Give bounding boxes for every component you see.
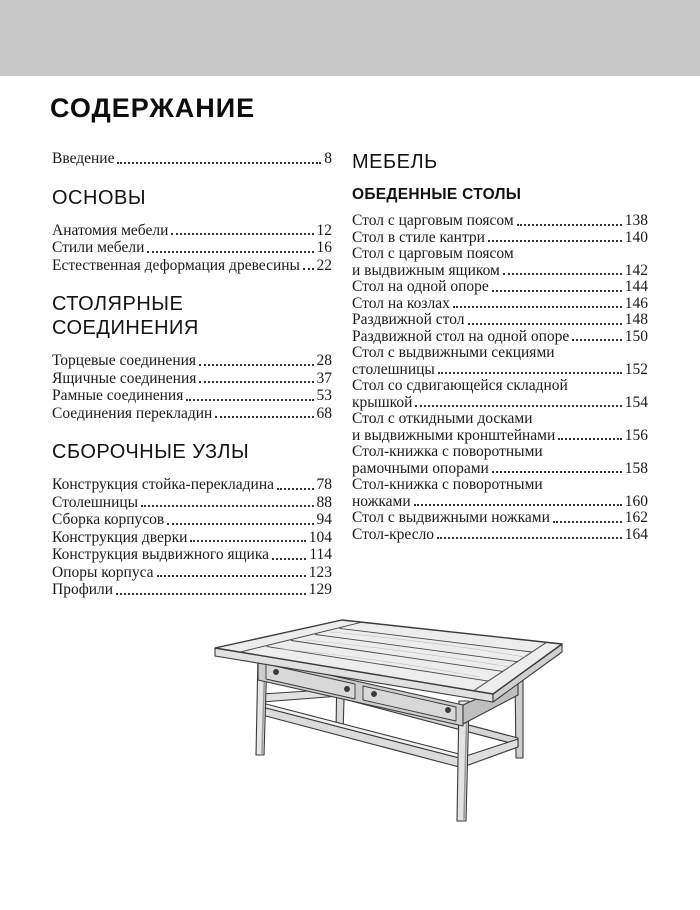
toc-row [52, 476, 332, 494]
toc-entry [352, 510, 648, 527]
toc-entry [52, 581, 332, 599]
toc-entry-label: Конструкция выдвижного ящика [52, 546, 269, 563]
toc-entry-page: 156 [624, 426, 648, 444]
dotted-leader [199, 381, 313, 383]
toc-row [352, 312, 648, 329]
toc-entry-page: 28 [316, 352, 332, 369]
toc-entry-label: Конструкция дверки [52, 528, 188, 546]
dotted-leader [157, 575, 306, 577]
toc-entry-label: и выдвижным ящиком [352, 261, 500, 279]
section-entries-basics [52, 222, 332, 275]
toc-entry-page: 150 [624, 327, 648, 345]
toc-entry [52, 494, 332, 512]
toc-row [52, 239, 332, 257]
toc-entry-page: 162 [624, 509, 648, 526]
toc-entry-label: Введение [52, 150, 115, 167]
toc-entry-page: 129 [308, 581, 332, 598]
dotted-leader [453, 306, 622, 308]
section-heading-basics: ОСНОВЫ [52, 186, 147, 209]
toc-entry-label: Сборка корпусов [52, 511, 165, 528]
dotted-leader [572, 339, 622, 341]
dotted-leader [492, 471, 622, 473]
toc-entry-wrap-line: Стол-книжка с поворотными [352, 476, 543, 493]
toc-entry [52, 476, 332, 494]
toc-entry [352, 279, 648, 296]
section-entries-assemblies [52, 476, 332, 599]
toc-entry-wrap-line: Стол с царговым поясом [352, 245, 514, 262]
toc-entry-page: 140 [624, 228, 648, 246]
dotted-leader [558, 438, 621, 440]
dotted-leader [415, 405, 621, 407]
toc-entry-page: 146 [624, 294, 648, 312]
page-title: СОДЕРЖАНИЕ [50, 93, 256, 123]
toc-row [52, 511, 332, 529]
dotted-leader [303, 268, 314, 270]
toc-row [52, 222, 332, 240]
toc-entry [352, 230, 648, 247]
toc-entry [52, 370, 332, 388]
toc-entry-label: Стол с выдвижными ножками [352, 509, 550, 526]
toc-entry-label: Рамные соединения [52, 387, 184, 404]
dotted-leader [503, 273, 622, 275]
dotted-leader [190, 540, 305, 542]
toc-row [352, 329, 648, 346]
toc-entry-label: Стол на козлах [352, 294, 450, 312]
toc-row [352, 362, 648, 379]
dotted-leader [215, 416, 313, 418]
toc-row [352, 428, 648, 445]
toc-row [352, 230, 648, 247]
toc-entry-page: 37 [316, 369, 332, 387]
toc-column-right [352, 150, 648, 543]
dotted-leader [492, 290, 622, 292]
toc-entry-label: Раздвижной стол на одной опоре [352, 327, 570, 345]
toc-entry [352, 477, 648, 510]
toc-row [52, 546, 332, 564]
section-heading-assemblies: СБОРОЧНЫЕ УЗЛЫ [52, 441, 250, 463]
toc-entry-label: рамочными опорами [352, 459, 489, 477]
toc-entry-wrap-line: Стол-книжка с поворотными [352, 443, 543, 460]
toc-entry-page: 114 [309, 546, 332, 563]
toc-entry-page: 138 [624, 212, 648, 229]
toc-row [52, 529, 332, 547]
toc-entry-label: Стили мебели [52, 239, 145, 256]
toc-row [352, 263, 648, 280]
dining-table-illustration [150, 597, 570, 837]
toc-entry-page: 88 [316, 493, 332, 511]
toc-entry [352, 329, 648, 346]
toc-entry [52, 352, 332, 370]
toc-entry [52, 511, 332, 529]
toc-entry-label: Столешницы [52, 493, 139, 511]
toc-entry [352, 246, 648, 279]
toc-row [352, 527, 648, 544]
toc-entry-page: 68 [316, 404, 332, 422]
toc-entry [52, 257, 332, 275]
toc-entry-label: Анатомия мебели [52, 221, 169, 239]
toc-row [52, 405, 332, 423]
toc-row [352, 510, 648, 527]
toc-entry-label: Стол с царговым поясом [352, 212, 514, 229]
section-entries-dining-tables [352, 213, 648, 543]
toc-entry [352, 345, 648, 378]
toc-entry [52, 239, 332, 257]
dotted-leader [488, 240, 622, 242]
toc-entry-wrap-line: Стол с откидными досками [352, 410, 533, 427]
toc-entry-label: Раздвижной стол [352, 311, 465, 328]
toc-entry-page: 8 [324, 150, 332, 167]
dotted-leader [553, 521, 622, 523]
toc-entry-label: Профили [52, 581, 114, 598]
toc-entry [52, 405, 332, 423]
toc-row [52, 150, 332, 168]
toc-entry-page: 12 [316, 221, 332, 239]
toc-entry-label: Опоры корпуса [52, 563, 154, 581]
dotted-leader [438, 372, 622, 374]
toc-entry-page: 158 [624, 459, 648, 477]
toc-entry-label: Конструкция стойка-перекладина [52, 476, 275, 493]
toc-entry-page: 160 [624, 492, 648, 510]
toc-intro-entry [52, 150, 332, 168]
dotted-leader [147, 251, 313, 253]
header-band [0, 0, 700, 76]
toc-entry-page: 142 [624, 261, 648, 279]
toc-row [52, 257, 332, 275]
dotted-leader [468, 323, 622, 325]
dotted-leader [199, 364, 313, 366]
toc-entry-page: 164 [624, 525, 648, 543]
toc-entry-page: 22 [316, 256, 332, 274]
toc-entry [52, 546, 332, 564]
toc-entry [52, 529, 332, 547]
toc-entry-label: Естественная деформация древесины [52, 256, 300, 274]
dotted-leader [437, 537, 622, 539]
toc-column-left [52, 150, 332, 599]
section-entries-joinery [52, 352, 332, 422]
dotted-leader [141, 505, 313, 507]
toc-entry [52, 564, 332, 582]
dotted-leader [517, 224, 622, 226]
toc-row [52, 370, 332, 388]
toc-row [52, 494, 332, 512]
toc-row [52, 387, 332, 405]
dotted-leader [186, 399, 313, 401]
toc-entry-wrap-line: Стол с выдвижными секциями [352, 344, 555, 361]
toc-entry-page: 154 [624, 393, 648, 411]
dotted-leader [171, 233, 313, 235]
toc-entry-label: Стол-кресло [352, 525, 435, 543]
toc-row [52, 352, 332, 370]
toc-row [352, 296, 648, 313]
toc-entry-label: и выдвижными кронштейнами [352, 426, 556, 444]
subsection-heading-dining-tables: ОБЕДЕННЫЕ СТОЛЫ [352, 186, 522, 203]
toc-entry [352, 296, 648, 313]
section-heading-joinery: СТОЛЯРНЫЕ СОЕДИНЕНИЯ [52, 293, 199, 339]
toc-entry-label: Стол в стиле кантри [352, 228, 485, 246]
toc-entry-label: ножками [352, 492, 411, 510]
dotted-leader [116, 593, 306, 595]
toc-row [352, 494, 648, 511]
toc-entry [352, 411, 648, 444]
toc-entry-page: 53 [316, 387, 332, 404]
toc-row [352, 213, 648, 230]
toc-entry-label: Торцевые соединения [52, 352, 197, 369]
toc-entry-page: 104 [308, 528, 332, 546]
dotted-leader [277, 488, 313, 490]
toc-entry-page: 144 [624, 278, 648, 295]
toc-entry-page: 78 [316, 476, 332, 493]
section-heading-furniture: МЕБЕЛЬ [352, 151, 438, 173]
toc-entry [352, 213, 648, 230]
toc-entry-page: 152 [624, 360, 648, 378]
toc-entry-label: Ящичные соединения [52, 369, 197, 387]
toc-row [352, 461, 648, 478]
toc-entry [52, 387, 332, 405]
dotted-leader [414, 504, 622, 506]
toc-row [52, 564, 332, 582]
toc-entry [52, 222, 332, 240]
toc-entry-label: столешницы [352, 360, 435, 378]
toc-row [352, 279, 648, 296]
toc-entry-page: 148 [624, 311, 648, 328]
dotted-leader [167, 523, 313, 525]
toc-row [352, 395, 648, 412]
dining-table-svg [150, 597, 570, 837]
toc-entry [352, 378, 648, 411]
toc-entry-label: крышкой [352, 393, 413, 411]
toc-entry-label: Стол на одной опоре [352, 278, 489, 295]
dotted-leader [272, 558, 306, 560]
toc-entry-label: Соединения перекладин [52, 404, 213, 422]
toc-entry [352, 312, 648, 329]
toc-row [52, 581, 332, 599]
dotted-leader [117, 162, 321, 164]
toc-entry-page: 16 [316, 239, 332, 256]
toc-entry-page: 123 [308, 563, 332, 581]
toc-entry [352, 527, 648, 544]
toc-entry [352, 444, 648, 477]
toc-entry-wrap-line: Стол со сдвигающейся складной [352, 377, 568, 394]
toc-entry-page: 94 [316, 511, 332, 528]
